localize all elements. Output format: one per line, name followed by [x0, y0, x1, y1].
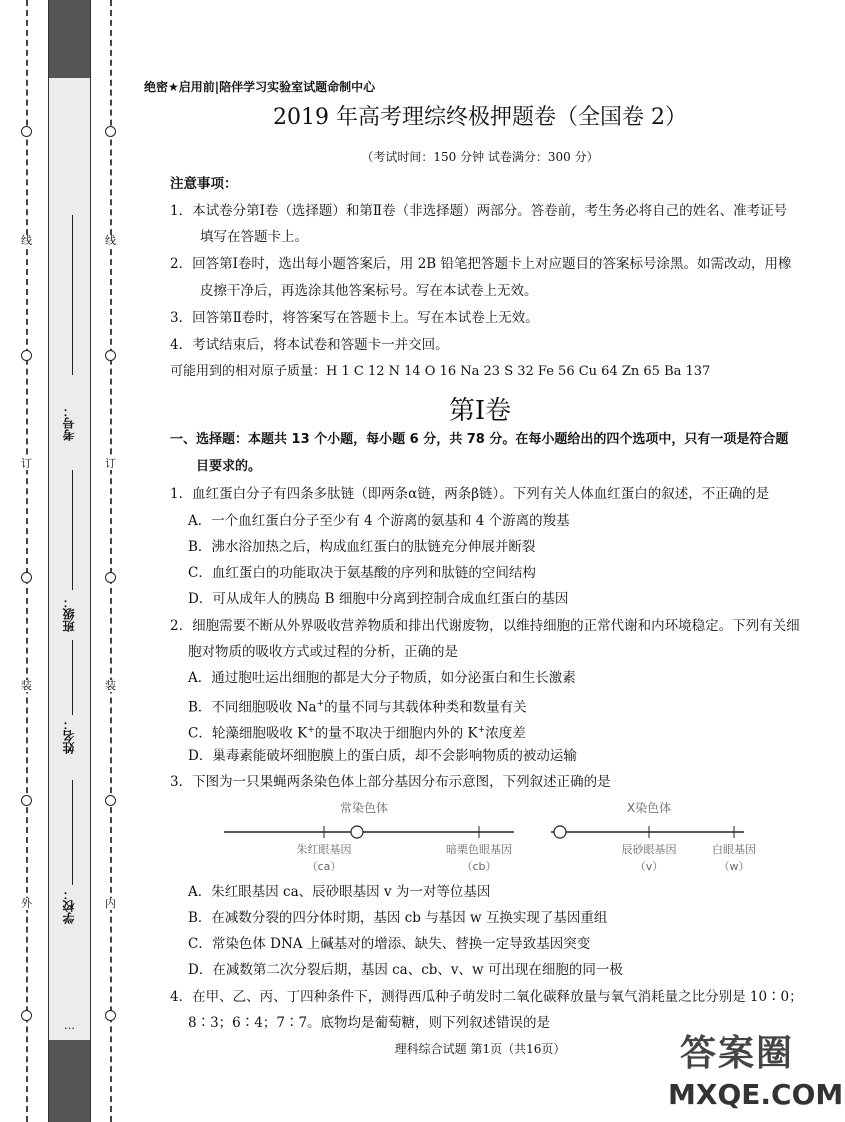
binding-margin: [0, 0, 135, 1122]
question-stem: 2．细胞需要不断从外界吸收营养物质和排出代谢废物，以维持细胞的正常代谢和内环境稳定。下列有关细: [170, 618, 800, 634]
note-item: 1．本试卷分第Ⅰ卷（选择题）和第Ⅱ卷（非选择题）两部分。答卷前，考生务必将自己的姓名、准考证号: [170, 203, 788, 219]
question-stem: 4．在甲、乙、丙、丁四种条件下，测得西瓜种子萌发时二氧化碳释放量与氧气消耗量之比分别是 10∶0；: [170, 989, 803, 1005]
question-stem: 3．下图为一只果蝇两条染色体上部分基因分布示意图，下列叙述正确的是: [170, 774, 611, 790]
binding-hole-icon: [105, 795, 116, 806]
note-item: 皮擦干净后，再选涂其他答案标号。写在本试卷上无效。: [200, 283, 538, 299]
x-chromosome-label: X染色体: [626, 801, 672, 815]
question-stem: 胞对物质的吸收方式或过程的分析，正确的是: [188, 644, 458, 660]
seal-char: 订: [21, 457, 32, 470]
option-a: A．朱红眼基因 ca、辰砂眼基因 v 为一对等位基因: [188, 884, 491, 900]
gene-ca-label: 朱红眼基因: [296, 843, 352, 856]
school-label: 学校：: [62, 888, 76, 924]
exam-number-field[interactable]: [72, 215, 74, 375]
note-item: 填写在答题卡上。: [200, 229, 308, 245]
watermark-logo: 答案圈: [680, 1033, 795, 1074]
option-b: B．在减数分裂的四分体时期，基因 cb 与基因 w 互换实现了基因重组: [188, 910, 608, 926]
autosome-label: 常染色体: [339, 801, 389, 815]
gene-w-label: 白眼基因: [712, 843, 756, 856]
question-stem: 8∶3；6∶4；7∶7。底物均是葡萄糖，则下列叙述错误的是: [188, 1015, 551, 1031]
gene-ca-symbol: （ca）: [306, 860, 342, 873]
seal-char: 线: [105, 234, 116, 247]
confidential-header: 绝密★启用前|陪伴学习实验室试题命制中心: [144, 80, 376, 94]
binding-bottom-bar: [48, 1040, 90, 1122]
option-d: D．可从成年人的胰岛 B 细胞中分离到控制合成血红蛋白的基因: [188, 591, 569, 607]
name-field[interactable]: [72, 640, 74, 715]
binding-hole-icon: [105, 1010, 116, 1021]
seal-char: 内: [105, 897, 116, 910]
class-field[interactable]: [72, 470, 74, 590]
part1-instructions: 一、选择题：本题共 13 个小题，每小题 6 分，共 78 分。在每小题给出的四个选项中，只有一项是符合题: [170, 432, 789, 447]
note-item: 2．回答第Ⅰ卷时，选出每小题答案后，用 2B 铅笔把答题卡上对应题目的答案标号涂黑。如需改动，用橡: [170, 256, 792, 272]
option-a: A．通过胞吐运出细胞的都是大分子物质，如分泌蛋白和生长激素: [188, 670, 576, 686]
seal-char: 装: [21, 679, 32, 692]
outer-seal-line: [26, 0, 29, 1122]
inner-seal-line: [110, 0, 113, 1122]
seal-char: 外: [21, 897, 32, 910]
page-title: 2019 年高考理综终极押题卷（全国卷 2）: [273, 105, 687, 130]
binding-hole-icon: [21, 126, 32, 137]
seal-char: 装: [105, 679, 116, 692]
notes-heading: 注意事项：: [170, 176, 238, 192]
part1-instructions: 目要求的。: [196, 459, 262, 474]
binding-hole-icon: [21, 795, 32, 806]
gene-cb-label: 暗栗色眼基因: [446, 843, 512, 856]
gene-w-symbol: （w）: [718, 860, 750, 873]
binding-hole-icon: [21, 1010, 32, 1021]
option-a: A．一个血红蛋白分子至少有 4 个游离的氨基和 4 个游离的羧基: [188, 513, 570, 529]
binding-top-bar: [48, 0, 90, 78]
option-c: C．常染色体 DNA 上碱基对的增添、缺失、替换一定导致基因突变: [188, 936, 591, 952]
exam-number-label: 考号：: [62, 405, 76, 441]
option-d: D．在减数第二次分裂后期，基因 ca、cb、v、w 可出现在细胞的同一极: [188, 962, 623, 978]
gene-v-symbol: （v）: [634, 860, 664, 873]
option-d: D．巢毒素能破坏细胞膜上的蛋白质，却不会影响物质的被动运输: [188, 748, 577, 764]
binding-hole-icon: [21, 572, 32, 583]
atomic-masses: 可能用到的相对原子质量：H 1 C 12 N 14 O 16 Na 23 S 32 Fe 56 Cu 64 Zn 65 Ba 137: [170, 364, 711, 379]
option-c: C．血红蛋白的功能取决于氨基酸的序列和肽链的空间结构: [188, 565, 536, 581]
exam-info: （考试时间：150 分钟 试卷满分：300 分）: [361, 150, 599, 164]
school-field[interactable]: [72, 780, 74, 885]
name-label: 姓名：: [62, 718, 76, 754]
note-item: 4．考试结束后，将本试卷和答题卡一并交回。: [170, 337, 449, 353]
ellipsis-mark: …: [64, 1019, 75, 1032]
seal-char: 订: [105, 457, 116, 470]
option-b: B．不同细胞吸收 Na+的量不同与其载体种类和数量有关: [188, 699, 527, 716]
option-c: C．轮藻细胞吸收 K+的量不取决于细胞内外的 K+浓度差: [188, 725, 526, 742]
gene-v-label: 辰砂眼基因: [621, 843, 677, 856]
note-item: 3．回答第Ⅱ卷时，将答案写在答题卡上。写在本试卷上无效。: [170, 310, 539, 326]
binding-hole-icon: [105, 350, 116, 361]
binding-hole-icon: [21, 350, 32, 361]
option-b: B．沸水浴加热之后，构成血红蛋白的肽链充分伸展并断裂: [188, 539, 536, 555]
chromosome-gene-diagram: [224, 795, 774, 880]
class-label: 班级：: [62, 596, 76, 632]
watermark-url: MXQE.COM: [668, 1078, 844, 1111]
binding-hole-icon: [105, 126, 116, 137]
page-footer: 理科综合试题 第1页（共16页）: [394, 1042, 566, 1056]
binding-hole-icon: [105, 572, 116, 583]
gene-cb-symbol: （cb）: [461, 860, 497, 873]
seal-char: 线: [21, 234, 32, 247]
question-stem: 1．血红蛋白分子有四条多肽链（即两条α链，两条β链）。下列有关人体血红蛋白的叙述，不正确的是: [170, 486, 770, 502]
section-title: 第Ⅰ卷: [448, 396, 512, 426]
